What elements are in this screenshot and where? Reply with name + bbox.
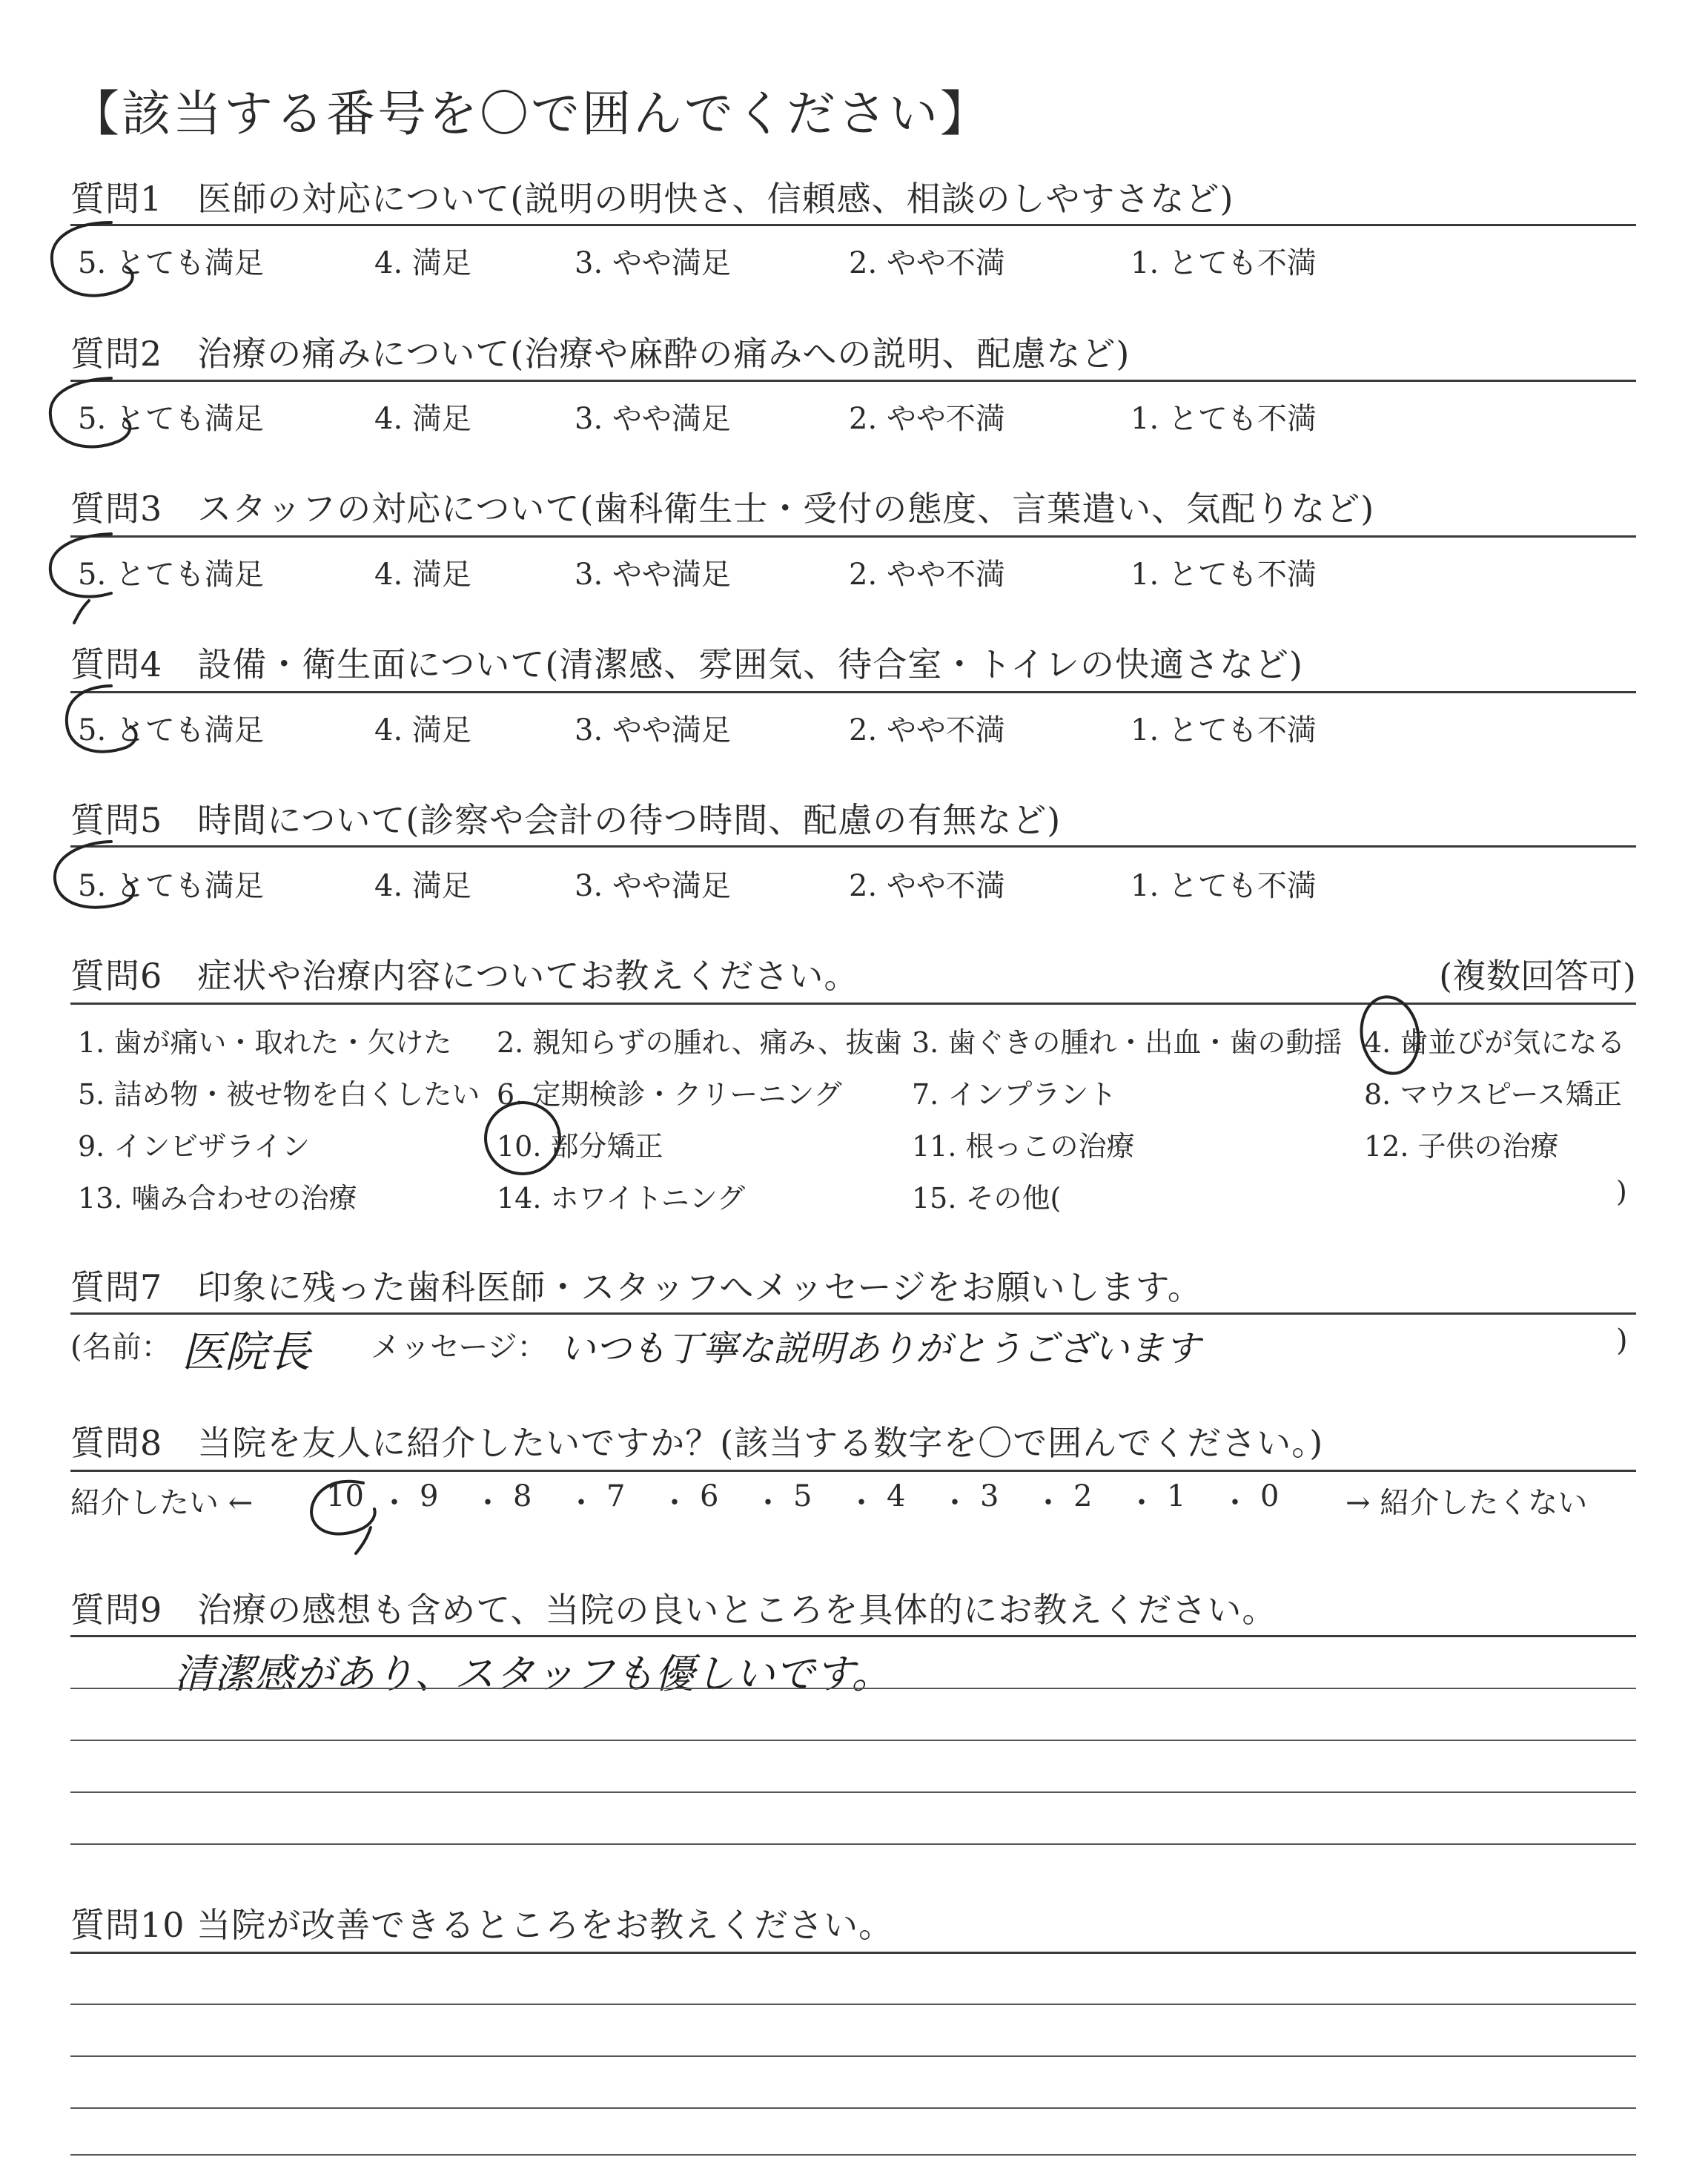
question-1-label: 質問1 医師の対応について(説明の明快さ、信頼感、相談のしやすさなど) [70, 179, 1234, 219]
q4-option-3[interactable]: 3. やや満足 [575, 713, 731, 747]
q8-scale-4[interactable]: 4 [887, 1479, 906, 1513]
q6-option-15[interactable]: 15. その他( [912, 1182, 1062, 1215]
q5-option-5[interactable]: 5. とても満足 [78, 869, 264, 903]
q3-option-3[interactable]: 3. やや満足 [575, 558, 731, 592]
q1-circle-mark [52, 222, 133, 296]
q2-circle-mark [50, 378, 130, 446]
q8-scale-7[interactable]: 7 [606, 1479, 626, 1513]
q7-message-label: メッセージ： [371, 1330, 547, 1364]
q3-option-5[interactable]: 5. とても満足 [78, 558, 264, 592]
q7-message-value[interactable]: いつも丁寧な説明ありがとうございます [560, 1328, 1201, 1370]
q1-option-3[interactable]: 3. やや満足 [575, 246, 731, 280]
q5-option-1[interactable]: 1. とても不満 [1131, 869, 1317, 903]
q8-scale-6[interactable]: 6 [700, 1479, 719, 1513]
q8-scale-separator: ・ [1127, 1486, 1156, 1520]
question-9-label: 質問9 治療の感想も含めて、当院の良いところを具体的にお教えください。 [70, 1590, 1277, 1630]
q4-option-4[interactable]: 4. 満足 [374, 713, 471, 747]
q2-option-4[interactable]: 4. 満足 [374, 402, 471, 436]
q1-option-5[interactable]: 5. とても満足 [78, 246, 264, 280]
q8-scale-9[interactable]: 9 [420, 1479, 439, 1513]
q8-scale-0[interactable]: 0 [1260, 1479, 1280, 1513]
q4-option-5[interactable]: 5. とても満足 [78, 713, 264, 747]
question-3-label: 質問3 スタッフの対応について(歯科衛生士・受付の態度、言葉遣い、気配りなど) [70, 489, 1375, 529]
q6-option-2[interactable]: 2. 親知らずの腫れ、痛み、抜歯 [497, 1026, 902, 1059]
q6-option-15-close: ) [1616, 1175, 1627, 1208]
q3-option-2[interactable]: 2. やや不満 [849, 558, 1005, 592]
q2-option-1[interactable]: 1. とても不満 [1131, 402, 1317, 436]
question-5-label: 質問5 時間について(診察や会計の待つ時間、配慮の有無など) [70, 800, 1062, 840]
q6-option-7[interactable]: 7. インプラント [912, 1078, 1117, 1111]
q8-circle-mark [311, 1482, 375, 1553]
q6-option-3[interactable]: 3. 歯ぐきの腫れ・出血・歯の動揺 [912, 1026, 1343, 1059]
q8-scale-separator: ・ [660, 1486, 689, 1520]
q4-circle-mark [67, 686, 136, 752]
q3-option-4[interactable]: 4. 満足 [374, 558, 471, 592]
q8-scale-10[interactable]: 10 [326, 1479, 364, 1513]
q7-close: ) [1616, 1324, 1628, 1358]
q2-option-3[interactable]: 3. やや満足 [575, 402, 731, 436]
q7-name-label: (名前： [70, 1330, 171, 1364]
q7-name-value[interactable]: 医院長 [182, 1327, 311, 1377]
q6-option-10-circle-mark [486, 1103, 560, 1174]
q8-scale-separator: ・ [1033, 1486, 1063, 1520]
q5-circle-mark [55, 842, 133, 908]
q6-option-4-circle-mark [1356, 992, 1425, 1078]
q8-scale-separator: ・ [847, 1486, 876, 1520]
q2-option-2[interactable]: 2. やや不満 [849, 402, 1005, 436]
q6-option-14[interactable]: 14. ホワイトニング [497, 1182, 746, 1215]
q6-option-5[interactable]: 5. 詰め物・被せ物を白くしたい [78, 1078, 480, 1111]
q1-option-4[interactable]: 4. 満足 [374, 246, 471, 280]
q5-option-4[interactable]: 4. 満足 [374, 869, 471, 903]
q6-option-8[interactable]: 8. マウスピース矯正 [1364, 1078, 1622, 1111]
q8-scale-separator: ・ [753, 1486, 783, 1520]
q9-answer[interactable]: 清潔感があり、スタッフも優しいです。 [174, 1651, 892, 1697]
q6-option-1[interactable]: 1. 歯が痛い・取れた・欠けた [78, 1026, 452, 1059]
q8-scale-separator: ・ [380, 1486, 409, 1520]
q8-left-label: 紹介したい ← [70, 1486, 254, 1520]
q8-right-label: → 紹介したくない [1345, 1486, 1588, 1520]
q3-option-1[interactable]: 1. とても不満 [1131, 558, 1317, 592]
q8-scale-separator: ・ [940, 1486, 970, 1520]
question-4-label: 質問4 設備・衛生面について(清潔感、雰囲気、待合室・トイレの快適さなど) [70, 644, 1303, 684]
q6-option-9[interactable]: 9. インビザライン [78, 1130, 311, 1163]
question-2-label: 質問2 治療の痛みについて(治療や麻酔の痛みへの説明、配慮など) [70, 334, 1131, 374]
q1-option-1[interactable]: 1. とても不満 [1131, 246, 1317, 280]
q8-scale-separator: ・ [1220, 1486, 1250, 1520]
q6-option-4[interactable]: 4. 歯並びが気になる [1364, 1026, 1626, 1059]
q8-scale-3[interactable]: 3 [980, 1479, 999, 1513]
q5-option-3[interactable]: 3. やや満足 [575, 869, 731, 903]
q6-option-10[interactable]: 10. 部分矯正 [497, 1130, 663, 1163]
q3-circle-mark [50, 534, 111, 623]
q2-option-5[interactable]: 5. とても満足 [78, 402, 264, 436]
q5-option-2[interactable]: 2. やや不満 [849, 869, 1005, 903]
q8-scale-2[interactable]: 2 [1073, 1479, 1093, 1513]
q8-scale-separator: ・ [473, 1486, 503, 1520]
question-6-label: 質問6 症状や治療内容についてお教えください。 [70, 956, 859, 996]
q8-scale-5[interactable]: 5 [793, 1479, 812, 1513]
q4-option-2[interactable]: 2. やや不満 [849, 713, 1005, 747]
q6-option-12[interactable]: 12. 子供の治療 [1364, 1130, 1559, 1163]
q4-option-1[interactable]: 1. とても不満 [1131, 713, 1317, 747]
q8-scale-separator: ・ [566, 1486, 596, 1520]
question-8-label: 質問8 当院を友人に紹介したいですか？(該当する数字を〇で囲んでください。) [70, 1423, 1324, 1463]
question-6-note: (複数回答可) [1439, 956, 1636, 996]
question-7-label: 質問7 印象に残った歯科医師・スタッフへメッセージをお願いします。 [70, 1267, 1202, 1307]
q8-scale-1[interactable]: 1 [1167, 1479, 1186, 1513]
q1-option-2[interactable]: 2. やや不満 [849, 246, 1005, 280]
q6-option-6[interactable]: 6. 定期検診・クリーニング [497, 1078, 842, 1111]
q6-option-11[interactable]: 11. 根っこの治療 [912, 1130, 1135, 1163]
q8-scale-8[interactable]: 8 [513, 1479, 532, 1513]
q6-option-13[interactable]: 13. 噛み合わせの治療 [78, 1182, 357, 1215]
question-10-label: 質問10 当院が改善できるところをお教えください。 [70, 1905, 894, 1945]
page-title: 【該当する番号を〇で囲んでください】 [70, 85, 991, 142]
